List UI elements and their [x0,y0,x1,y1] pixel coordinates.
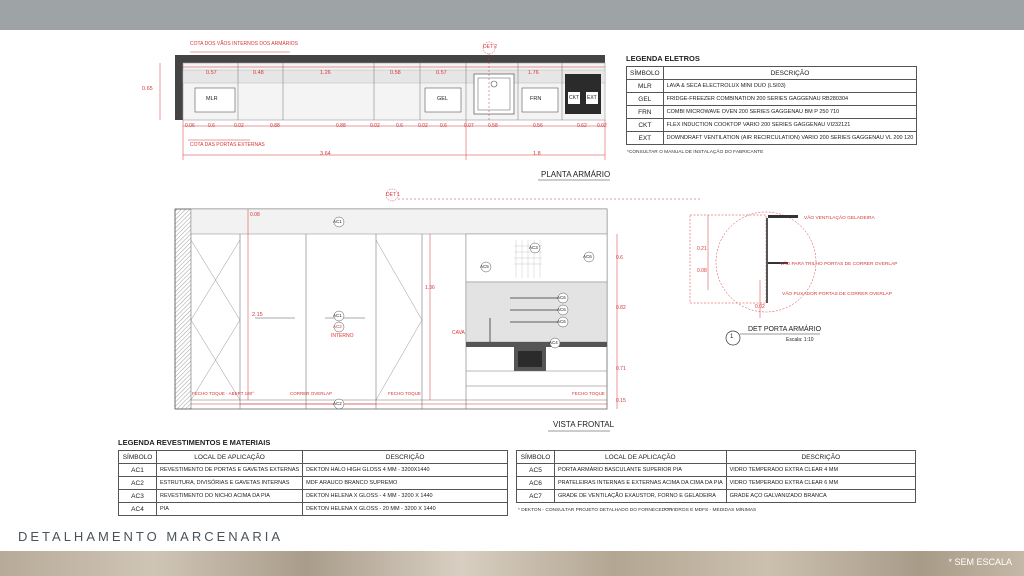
header-local: LOCAL DE APLICAÇÃO [157,451,303,464]
tag-ac3: AC3 [529,245,538,250]
header-simbolo: SÍMBOLO [119,451,157,464]
materiais-note-left: * DEKTON - CONSULTAR PROJETO DETALHADO DO FORNECEDOR [518,508,673,513]
scale-note: * SEM ESCALA [948,557,1012,567]
front-det-tag: DET 1 [386,192,401,198]
plan-total-left: 3.64 [320,151,331,157]
plan-top-dim: 1.76 [528,70,539,76]
tag-ac6: AC6 [557,319,566,324]
cell-description: VIDRO TEMPERADO EXTRA CLEAR 6 MM [726,477,915,490]
front-title: VISTA FRONTAL [553,420,615,429]
tag-ac1-top: AC1 [333,219,342,224]
plan-total-right: 1.8 [533,151,541,157]
tag-ac6: AC6 [557,295,566,300]
plan-bottom-dim: 0.02 [597,123,607,129]
plan-note-bottom: COTA DAS PORTAS EXTERNAS [190,142,265,148]
cell-symbol: EXT [627,132,664,145]
materiais-table-right [516,450,916,503]
tag-ac2-bottom: AC2 [333,401,342,406]
plan-bottom-dim: 0.07 [464,123,474,129]
front-side-dim: 0.08 [250,212,260,218]
plan-bottom-dim: 0.02 [418,123,428,129]
plan-top-dim: 0.58 [390,70,401,76]
plan-bottom-dim: 0.6 [208,123,215,129]
front-note: FECHO TOQUE [388,391,421,396]
front-cava-label: CAVA [452,330,465,336]
front-side-dim: 0.15 [616,398,626,404]
cell-description: LAVA & SECA ELECTROLUX MINI DUO (LSI03) [663,80,917,93]
header-local: LOCAL DE APLICAÇÃO [555,451,727,464]
cell-description: MDF ARAUCO BRANCO SUPREMO [303,477,508,490]
plan-bottom-dim: 0.02 [234,123,244,129]
plan-bottom-dim: 0.02 [370,123,380,129]
table-row [119,490,508,503]
cell-local: GRADE DE VENTILAÇÃO EXAUSTOR, FORNO E GELADEIRA [555,490,727,503]
table-row [627,132,917,145]
table-row [517,464,916,477]
eletros-note: *CONSULTAR O MANUAL DE INSTALAÇÃO DO FABRICANTE [627,150,764,155]
plan-bottom-dim: 0.58 [488,123,498,129]
plan-bottom-dim: 0.62 [577,123,587,129]
materiais-title: LEGENDA REVESTIMENTOS E MATERIAIS [118,438,271,447]
cell-symbol: AC3 [119,490,157,503]
table-row [119,477,508,490]
front-side-dim: 0.71 [616,366,626,372]
cell-local: PRATELEIRAS INTERNAS E EXTERNAS ACIMA DA CIMA DA PIA [555,477,727,490]
cell-symbol: AC4 [119,503,157,516]
appliance-ext: EXT [587,95,597,101]
plan-top-dim: 0.48 [253,70,264,76]
header-descricao: DESCRIÇÃO [726,451,915,464]
cell-description: COMBI MICROWAVE OVEN 200 SERIES GAGGENAU BM P 250 710 [663,106,917,119]
cell-symbol: AC5 [517,464,555,477]
detail-dim: 0.02 [755,304,765,310]
table-header-row [119,451,508,464]
detail-scale: Escala: 1:10 [786,337,814,343]
front-note: FECHO TOQUE - ABERT 180° [192,391,254,396]
cell-description: VIDRO TEMPERADO EXTRA CLEAR 4 MM [726,464,915,477]
cell-description: DEKTON HELENA X GLOSS - 20 MM - 3200 X 1440 [303,503,508,516]
cell-local: PIA [157,503,303,516]
header-descricao: DESCRIÇÃO [303,451,508,464]
appliance-ckt: CKT [569,95,579,101]
cell-description: DEKTON HELENA X GLOSS - 4 MM - 3200 X 1440 [303,490,508,503]
front-note: FECHO TOQUE [572,391,605,396]
cell-local: ESTRUTURA, DIVISÓRIAS E GAVETAS INTERNAS [157,477,303,490]
plan-depth: 0.65 [142,86,153,92]
table-row [517,490,916,503]
cell-description: FRIDGE-FREEZER COMBINATION 200 SERIES GAGGENAU RB280304 [663,93,917,106]
eletros-title: LEGENDA ELETROS [626,54,700,63]
appliance-gel: GEL [437,96,449,102]
bottom-photo-strip [0,551,1024,576]
appliance-mlr: MLR [206,96,218,102]
plan-top-dim: 0.57 [436,70,447,76]
tag-ac6: AC6 [557,307,566,312]
table-row [627,106,917,119]
cell-symbol: MLR [627,80,664,93]
materiais-table-left [118,450,508,516]
tag-ac2-mid: AC2 [333,324,342,329]
cell-symbol: GEL [627,93,664,106]
front-view [175,189,700,409]
table-row [627,119,917,132]
plan-bottom-dim: 0.06 [185,123,195,129]
tag-ac1-mid: AC1 [333,313,342,318]
table-header-row [517,451,916,464]
tag-ac4: AC4 [549,340,558,345]
cell-symbol: CKT [627,119,664,132]
plan-bottom-dim: 0.56 [533,123,543,129]
backsplash-niche [466,282,607,342]
plan-side-wall [175,55,183,120]
plan-top-dim: 0.57 [206,70,217,76]
plan-bottom-dim: 0.6 [396,123,403,129]
header-simbolo: SÍMBOLO [627,67,664,80]
materiais-note-right: * * VIDROS E MDFS - MEDIDAS MÍNIMAS [664,508,757,513]
detail-dim: 0.08 [697,268,707,274]
plan-bottom-dim: 0.88 [336,123,346,129]
front-wall-hatch [175,209,191,409]
cell-symbol: AC1 [119,464,157,477]
cell-symbol: FRN [627,106,664,119]
cell-description: DEKTON HALO HIGH GLOSS 4 MM - 3200X1440 [303,464,508,477]
front-side-dim: 1.36 [425,285,435,291]
cell-local: REVESTIMENTO DO NICHO ACIMA DA PIA [157,490,303,503]
front-internal-label: INTERNO [331,333,354,339]
table-row [119,464,508,477]
cell-description: GRADE AÇO GALVANIZADO BRANCA [726,490,915,503]
plan-bottom-dim: 0.88 [270,123,280,129]
detail-note: VÃO VENTILAÇÃO GELADEIRA [804,216,875,221]
plan-det-tag: DET 2 [483,44,498,50]
front-side-dim: 0.6 [616,255,623,261]
cell-description: DOWNDRAFT VENTILATION (AIR RECIRCULATION) VARIO 200 SERIES GAGGENAU VL 200 120 [663,132,917,145]
appliance-frn: FRN [530,96,542,102]
table-row [627,93,917,106]
front-height: 2.15 [252,312,263,318]
tag-ac6: AC6 [583,254,592,259]
cell-symbol: AC6 [517,477,555,490]
front-note: CORRER OVERLAP [290,391,333,396]
detail-dim: 0.21 [697,246,707,252]
detail-note: VÃO PUXADOR PORTAS DE CORRER OVERLAP [782,292,892,297]
counter-top [466,342,607,347]
plan-title: PLANTA ARMÁRIO [541,170,611,179]
table-row [119,503,508,516]
front-side-dim: 0.82 [616,305,626,311]
table-header-row [627,67,917,80]
detail-note: VÃO PARA TRILHO PORTAS DE CORRER OVERLAP [780,262,898,267]
table-row [517,477,916,490]
plan-note-top: COTA DOS VÃOS INTERNOS DOS ARMÁRIOS [190,41,298,47]
page-title: DETALHAMENTO MARCENARIA [18,529,283,544]
cell-symbol: AC2 [119,477,157,490]
cell-local: PORTA ARMÁRIO BASCULANTE SUPERIOR PIA [555,464,727,477]
cell-local: REVESTIMENTO DE PORTAS E GAVETAS EXTERNAS [157,464,303,477]
eletros-table [626,66,917,145]
tag-ac5: AC5 [480,264,489,269]
header-descricao: DESCRIÇÃO [663,67,917,80]
plan-top-dim: 1.26 [320,70,331,76]
header-simbolo: SÍMBOLO [517,451,555,464]
plan-bottom-dim: 0.6 [440,123,447,129]
cell-description: FLEX INDUCTION COOKTOP VARIO 200 SERIES GAGGENAU VI232121 [663,119,917,132]
detail-number: 1 [730,334,734,340]
table-row [627,80,917,93]
plan-back-wall [175,55,605,63]
cell-symbol: AC7 [517,490,555,503]
detail-title: DET PORTA ARMÁRIO [748,326,822,333]
